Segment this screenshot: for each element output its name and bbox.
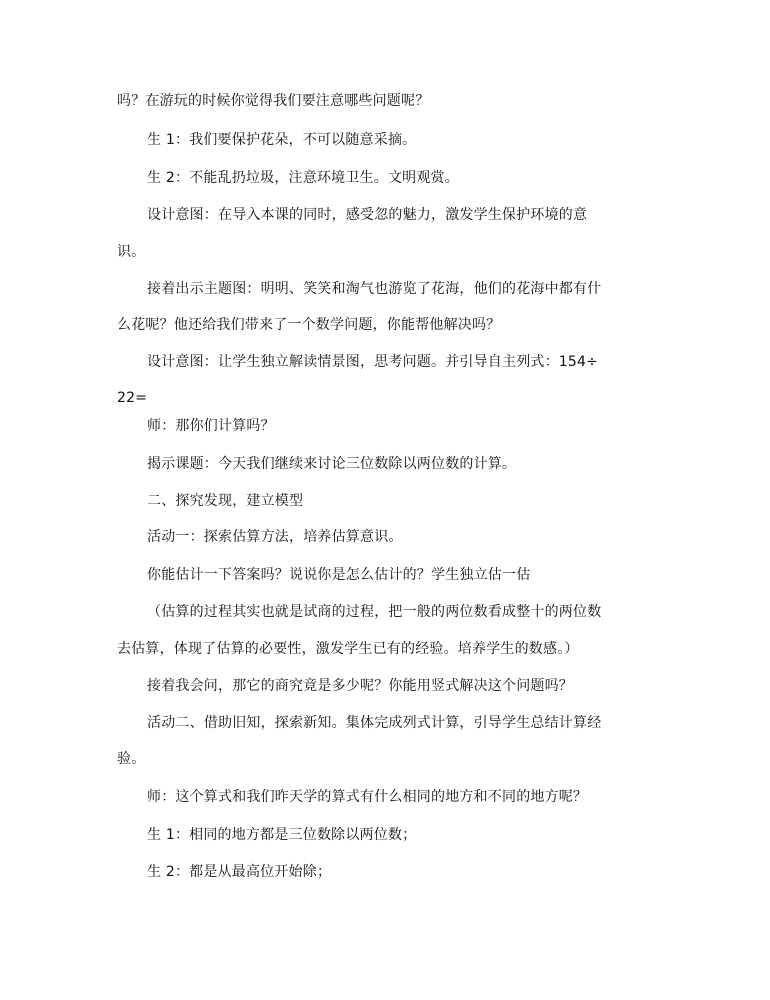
text-line: 师：那你们计算吗？ (147, 418, 275, 434)
text-line: 设计意图：在导入本课的同时，感受忽的魅力，激发学生保护环境的意 (147, 207, 588, 223)
text-line: 生 2：都是从最高位开始除； (147, 864, 332, 880)
text-line: 验。 (117, 751, 146, 767)
text-line: 22= (117, 390, 148, 406)
text-line: 师：这个算式和我们昨天学的算式有什么相同的地方和不同的地方呢？ (147, 789, 588, 805)
text-line: 吗？在游玩的时候你觉得我们要注意哪些问题呢？ (117, 93, 430, 109)
text-line: 接着我会问，那它的商究竟是多少呢？你能用竖式解决这个问题吗？ (147, 678, 573, 694)
text-line: 活动二、借助旧知，探索新知。集体完成列式计算，引导学生总结计算经 (147, 715, 602, 731)
text-line: 去估算，体现了估算的必要性，激发学生已有的经验。培养学生的数感。） (117, 641, 579, 657)
text-line: 生 2：不能乱扔垃圾，注意环境卫生。文明观赏。 (147, 170, 459, 186)
text-line: 你能估计一下答案吗？说说你是怎么估计的？学生独立估一估 (147, 567, 531, 583)
text-line: （估算的过程其实也就是试商的过程，把一般的两位数看成整十的两位数 (147, 604, 602, 620)
text-line: 设计意图：让学生独立解读情景图，思考问题。并引导自主列式：154÷ (147, 354, 599, 370)
text-line: 活动一：探索估算方法，培养估算意识。 (147, 529, 403, 545)
text-line: 接着出示主题图：明明、笑笑和淘气也游览了花海，他们的花海中都有什 (147, 281, 602, 297)
text-line: 二、探究发现，建立模型 (147, 493, 304, 509)
text-line: 揭示课题：今天我们继续来讨论三位数除以两位数的计算。 (147, 456, 517, 472)
text-line: 生 1：我们要保护花朵，不可以随意采摘。 (147, 132, 417, 148)
text-line: 识。 (117, 244, 146, 260)
text-line: 么花呢？他还给我们带来了一个数学问题，你能帮他解决吗？ (117, 317, 501, 333)
text-line: 生 1：相同的地方都是三位数除以两位数； (147, 827, 417, 843)
